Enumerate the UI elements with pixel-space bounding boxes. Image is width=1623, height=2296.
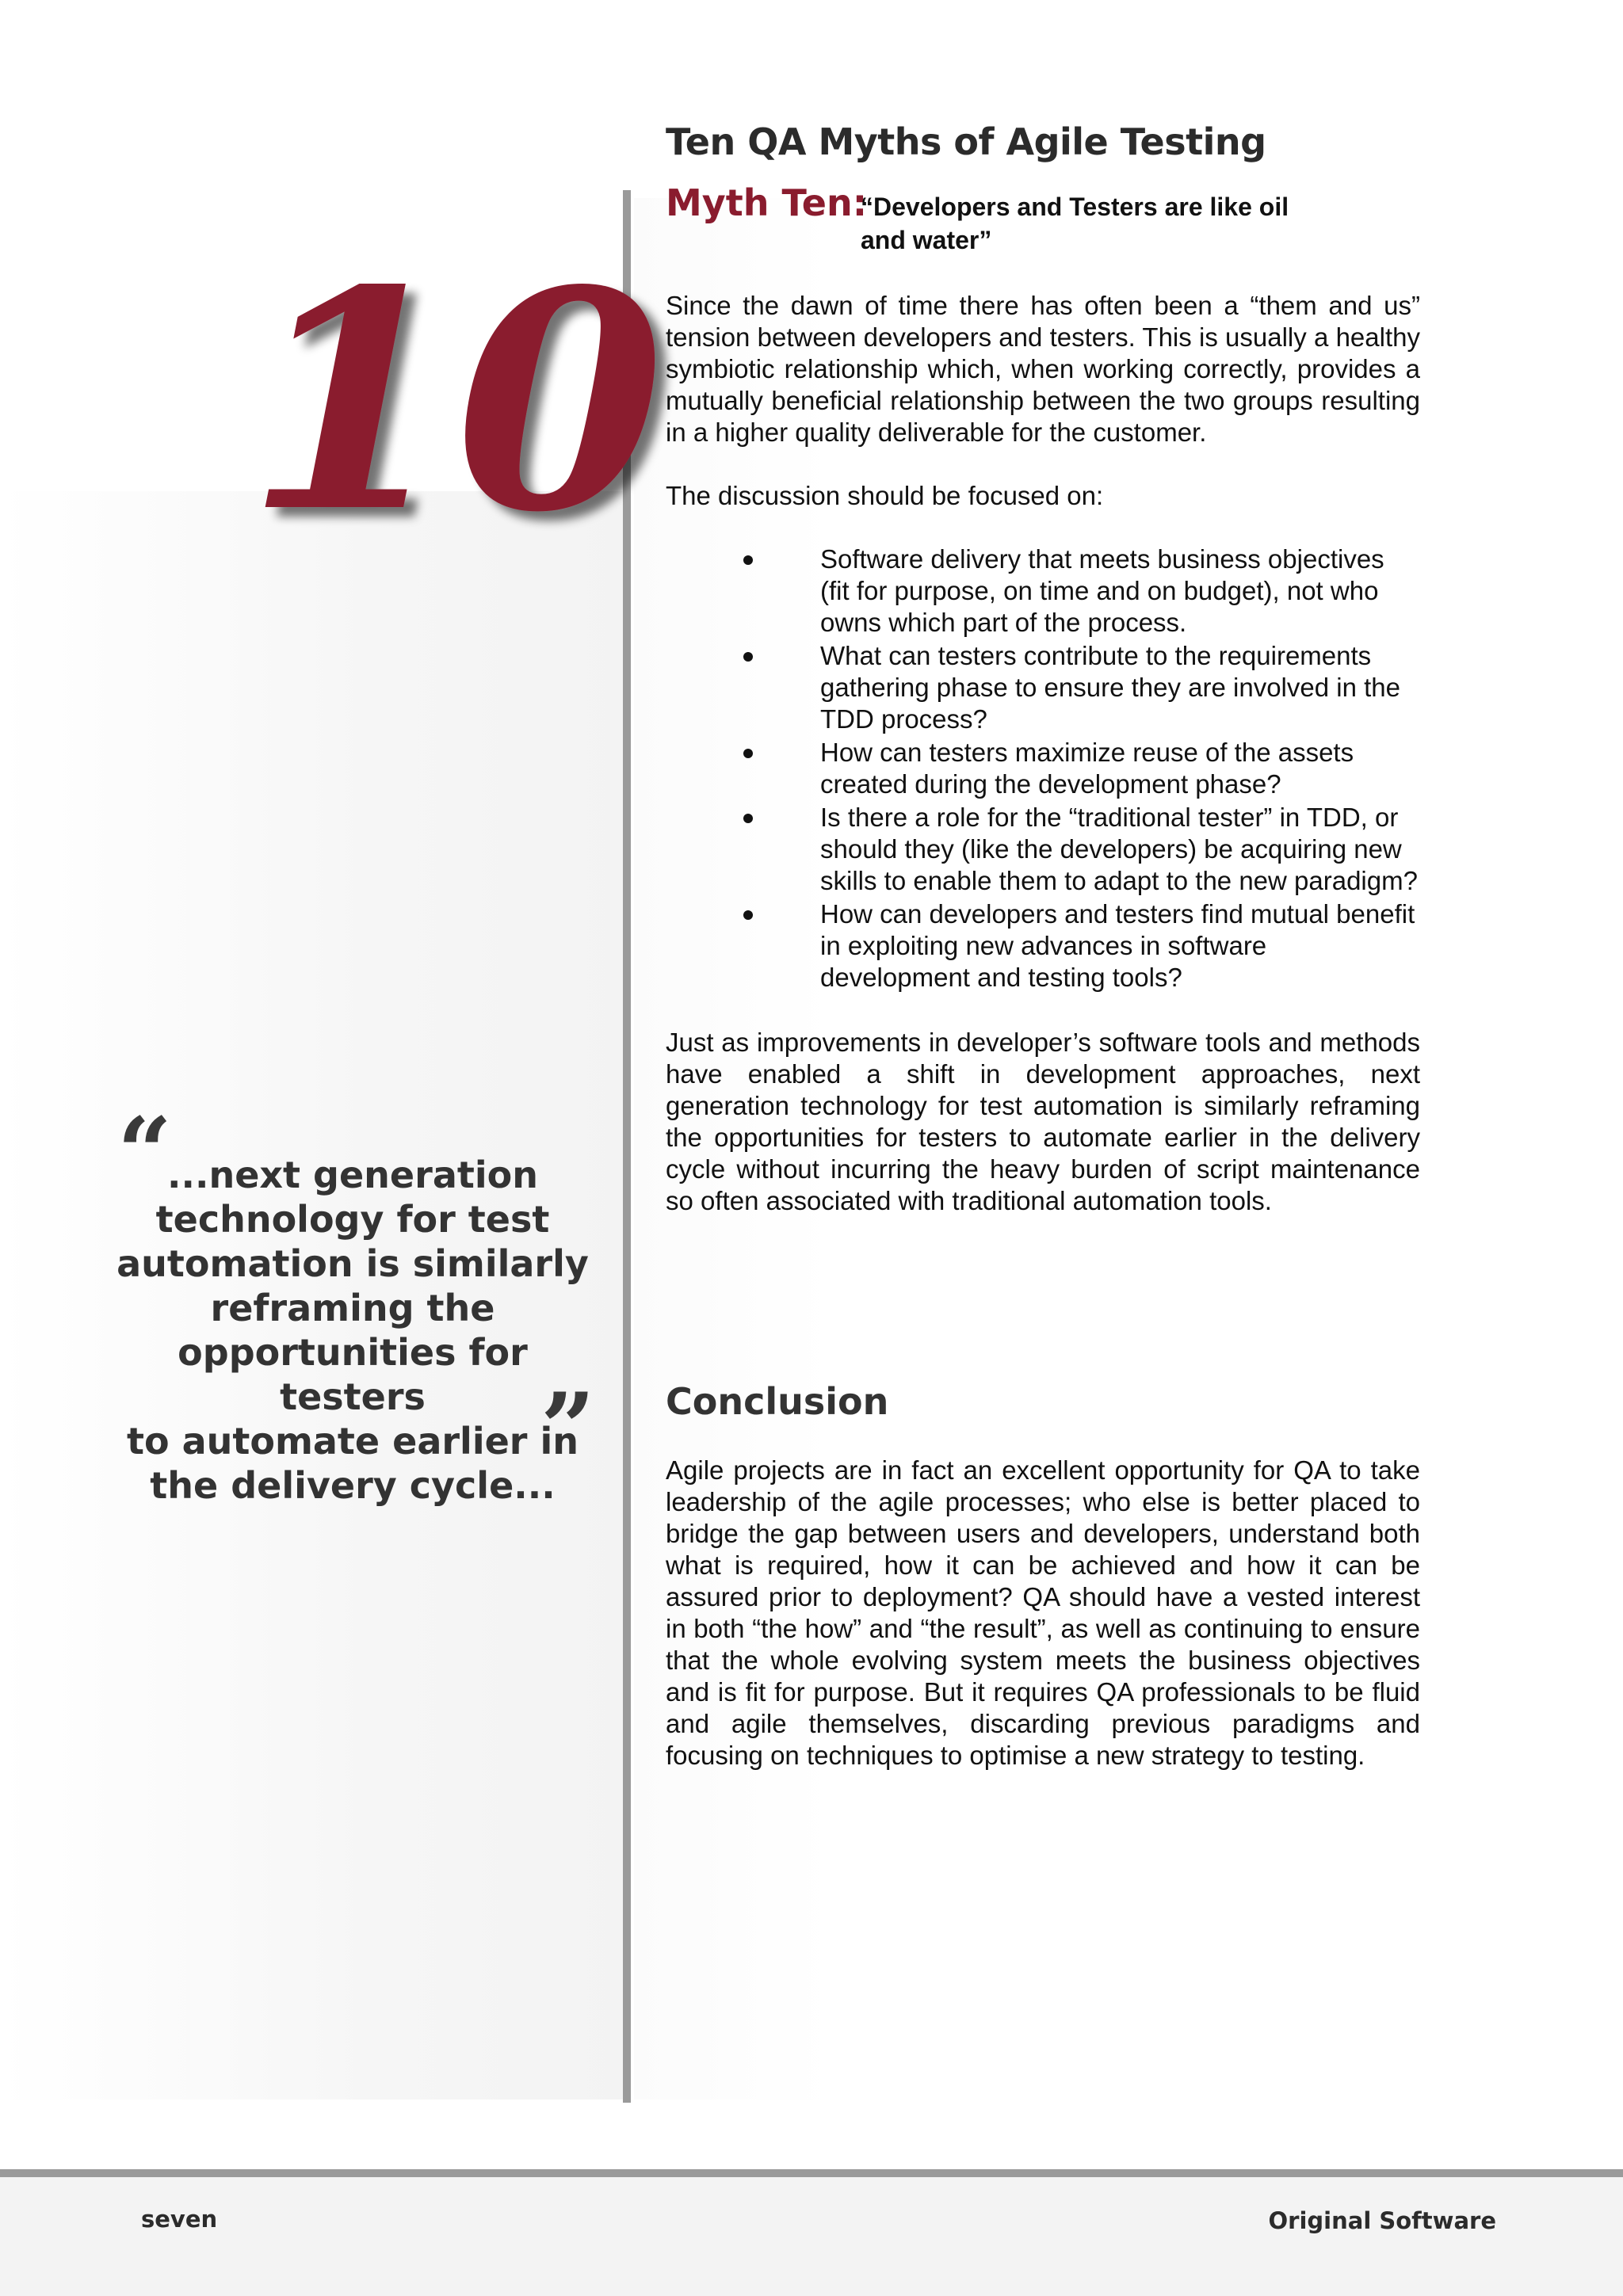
bullet-icon [743,749,753,758]
list-item [666,802,1420,897]
footer-band [0,2177,1623,2296]
company-name: Original Software [1268,2207,1496,2234]
pull-quote-text: ...next generation technology for test automation is similarly reframing the opportunities for testers to automate earlier in the delivery cycle... [116,1154,589,1507]
main-content [666,119,1420,1803]
list-item-text: How can testers maximize reuse of the assets created during the development phase? [820,738,1354,799]
numeral-ten: 10 [246,224,665,578]
pull-quote [103,1097,602,1507]
bullet-icon [743,814,753,823]
myth-number-graphic [238,224,665,578]
open-quote-mark: “ [117,1097,173,1208]
myth-heading [666,181,1420,258]
list-item-text: What can testers contribute to the requirements gathering phase to ensure they are involved in the TDD process? [820,641,1400,734]
list-item [666,640,1420,735]
list-item-text: Software delivery that meets business objectives (fit for purpose, on time and on budget), not who owns which part of the process. [820,544,1384,637]
myth-title: “Developers and Testers are like oil and water” [861,193,1289,254]
page-title: Ten QA Myths of Agile Testing [666,120,1266,163]
discussion-lead: The discussion should be focused on: [666,481,1104,510]
list-item-text: How can developers and testers find mutual benefit in exploiting new advances in software development and testing tools? [820,899,1415,992]
list-item-text: Is there a role for the “traditional tester” in TDD, or should they (like the developers) be acquiring new skills to enable them to adapt to the new paradigm? [820,803,1418,895]
footer-divider [0,2169,1623,2177]
bullet-icon [743,652,753,662]
bullet-icon [743,910,753,920]
closing-paragraph: Just as improvements in developer’s software tools and methods have enabled a shift in development approaches, next generation technology for test automation is similarly reframing the opportunities for testers to automate earlier in the delivery cycle without incurring the heavy burden of script maintenance so often associated with traditional automation tools. [666,1028,1420,1215]
intro-paragraph: Since the dawn of time there has often been a “them and us” tension between developers and testers. This is usually a healthy symbiotic relationship which, when working correctly, provides a mutually beneficial relationship between the two groups resulting in a higher quality deliverable for the customer. [666,291,1420,447]
list-item [666,543,1420,639]
bullet-icon [743,555,753,565]
conclusion-paragraph: Agile projects are in fact an excellent opportunity for QA to take leadership of the agile processes; who else is better placed to bridge the gap between users and developers, understand both what is required, how it can be achieved and how it can be assured prior to deployment? QA should have a vested interest in both “the how” and “the result”, as well as continuing to ensure that the whole evolving system meets the business objectives and is fit for purpose. But it requires QA professionals to be fluid and agile themselves, discarding previous paradigms and focusing on techniques to optimise a new strategy to testing. [666,1455,1420,1770]
close-quote-mark: ” [540,1372,596,1484]
section-spacer [666,1249,1420,1379]
numeral-ten-graphic [238,224,665,578]
page-number-label: seven [141,2206,218,2233]
conclusion-heading: Conclusion [666,1380,889,1423]
list-item [666,737,1420,800]
discussion-list [666,543,1420,994]
list-item [666,898,1420,994]
myth-label: Myth Ten: [666,181,868,224]
